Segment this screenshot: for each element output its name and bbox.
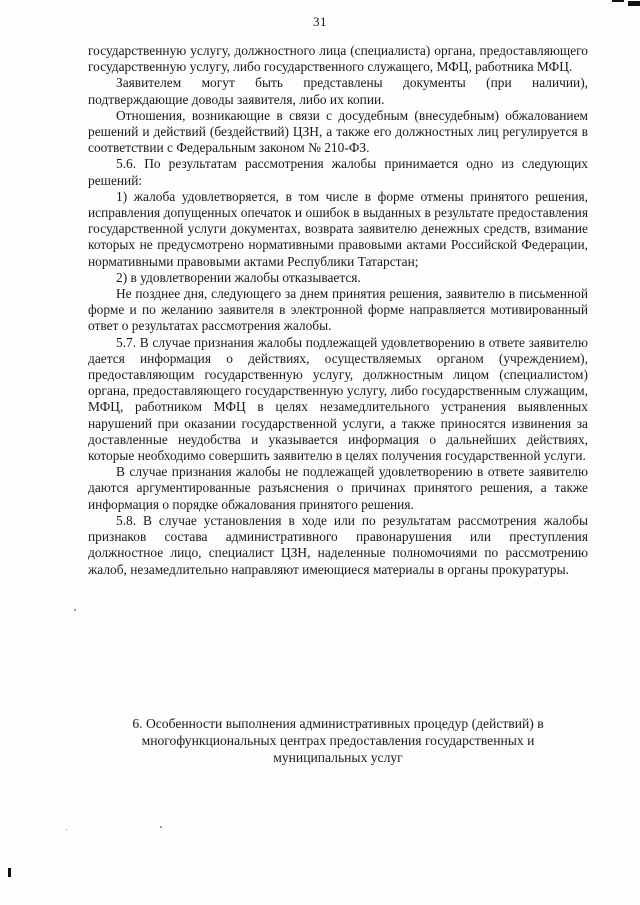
section-heading-line: 6. Особенности выполнения административных процедур (действий) в	[132, 716, 544, 731]
paragraph: 5.7. В случае признания жалобы подлежащей удовлетворению в ответе заявителю дается информация о действиях, осуществляемых органом (учреждением), предоставляющим государственную услугу, должностным лицом (специалистом) органа, предоставляющего государственную услугу, либо государственным служащим, МФЦ, работником МФЦ в целях незамедлительного устранения выявленных нарушений при оказании государственной услуги, а также приносятся извинения за доставленные неудобства и указывается информация о дальнейших действиях, которые необходимо совершить заявителю в целях получения государственной услуги.	[88, 334, 588, 464]
section-heading	[92, 715, 584, 766]
section-heading-line: муниципальных услуг	[273, 750, 403, 765]
scan-speck	[66, 829, 67, 830]
scan-artifact-mark	[628, 1, 640, 6]
paragraph: Не позднее дня, следующего за днем принятия решения, заявителю в письменной форме и по желанию заявителя в электронной форме направляется мотивированный ответ о результатах рассмотрения жалобы.	[88, 286, 588, 334]
paragraph: Отношения, возникающие в связи с досудебным (внесудебным) обжалованием решений и действий (бездействий) ЦЗН, а также его должностных лиц регулируется в соответствии с Федеральным законом № 210-ФЗ.	[88, 107, 588, 156]
page-number: 31	[313, 14, 327, 29]
paragraph: В случае признания жалобы не подлежащей удовлетворению в ответе заявителю даются аргументированные разъяснения о причинах принятого решения, а также информация о порядке обжалования принятого решения.	[88, 464, 588, 512]
scan-speck	[160, 826, 162, 828]
paragraph: Заявителем могут быть представлены документы (при наличии), подтверждающие доводы заявителя, либо их копии.	[88, 75, 588, 107]
paragraph: 5.8. В случае установления в ходе или по результатам рассмотрения жалобы признаков состава административного правонарушения или преступления должностное лицо, специалист ЦЗН, наделенные полномочиями по рассмотрению жалоб, незамедлительно направляют имеющиеся материалы в органы прокуратуры.	[88, 512, 588, 577]
scan-speck	[74, 609, 76, 611]
scan-artifact-mark	[612, 0, 624, 2]
paragraph: 1) жалоба удовлетворяется, в том числе в форме отмены принятого решения, исправления допущенных опечаток и ошибок в выданных в результате предоставления государственной услуги документах, возврата заявителю денежных средств, взимание которых не предусмотрено нормативными правовыми актами Российской Федерации, нормативными правовыми актами Республики Татарстан;	[88, 188, 588, 269]
section-heading-line: многофункциональных центрах предоставления государственных и	[141, 733, 535, 748]
document-body	[88, 43, 588, 578]
paragraph: 5.6. По результатам рассмотрения жалобы принимается одно из следующих решений:	[88, 156, 588, 188]
paragraph: 2) в удовлетворении жалобы отказывается.	[116, 269, 361, 285]
scan-artifact-mark	[8, 868, 11, 877]
paragraph: государственную услугу, должностного лица (специалиста) органа, предоставляющего государственную услугу, либо государственного служащего, МФЦ, работника МФЦ.	[88, 43, 588, 75]
